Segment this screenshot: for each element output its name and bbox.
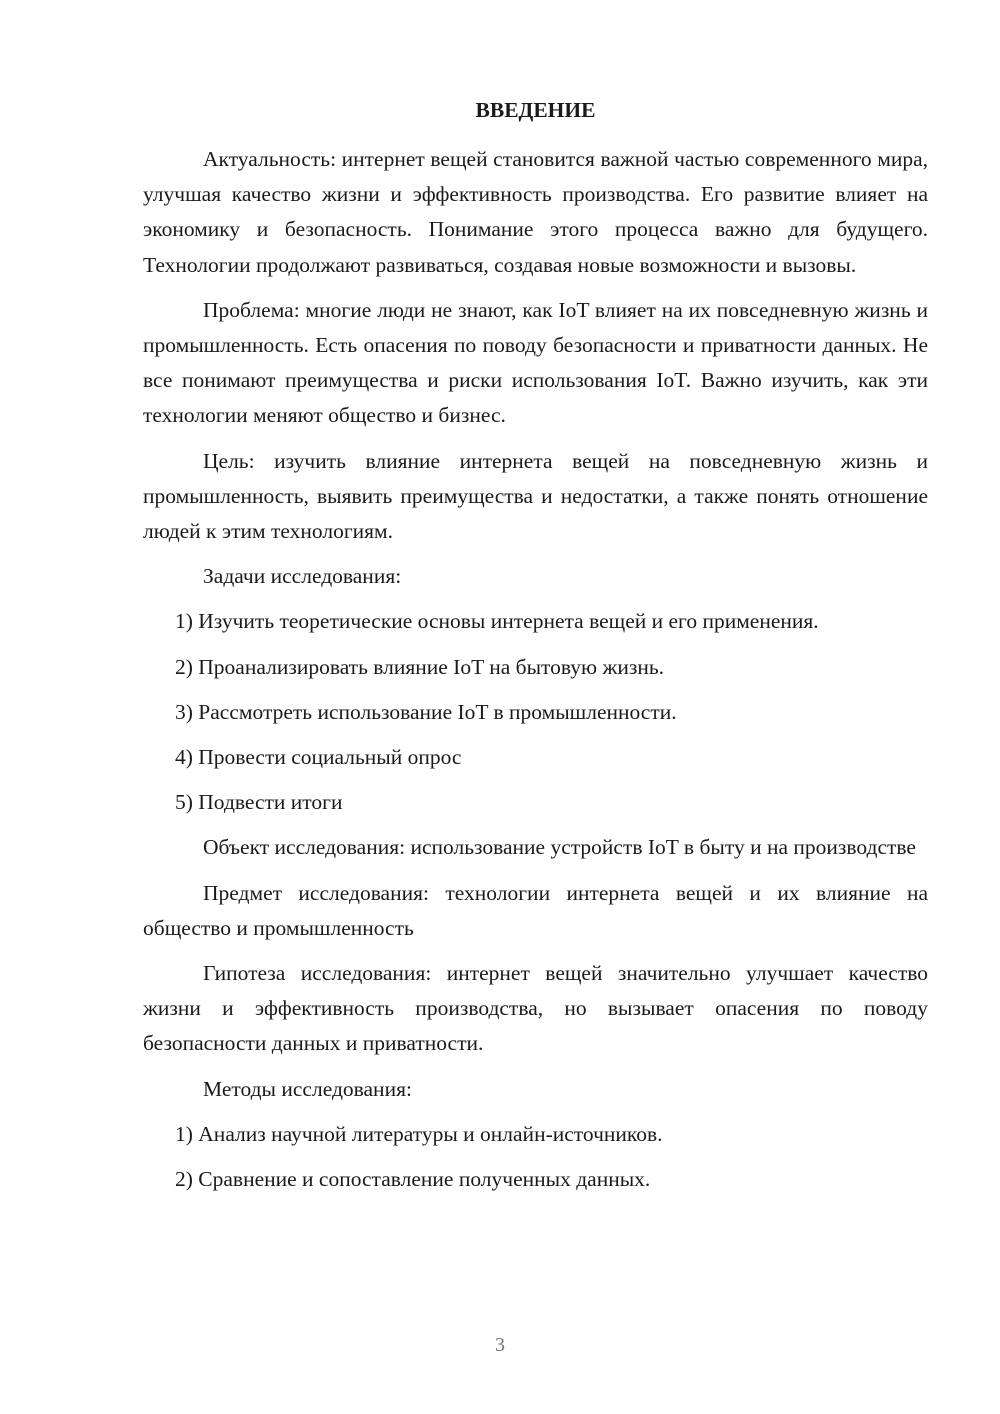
task-item: 5) Подвести итоги bbox=[175, 790, 343, 815]
goal-paragraph: Цель: изучить влияние интернета вещей на повседневную жизнь и промышленность, выявить преимущества и недостатки, а также понять отношение людей к этим технологиям. bbox=[143, 448, 928, 544]
methods-heading: Методы исследования: bbox=[203, 1076, 412, 1101]
page-title: ВВЕДЕНИЕ bbox=[475, 98, 596, 122]
hypothesis-paragraph: Гипотеза исследования: интернет вещей значительно улучшает качество жизни и эффективность производства, но вызывает опасения по поводу безопасности данных и приватности. bbox=[143, 961, 928, 1056]
task-item: 4) Провести социальный опрос bbox=[175, 745, 462, 770]
task-item: 3) Рассмотреть использование IoT в промышленности. bbox=[175, 699, 677, 724]
relevance-paragraph: Актуальность: интернет вещей становится важной частью современного мира, улучшая качество жизни и эффективность производства. Его развитие влияет на экономику и безопасность. Понимание этого процесса важно для будущего. Технологии продолжают развиваться, создавая новые возможности и вызовы. bbox=[143, 147, 928, 277]
method-item: 2) Сравнение и сопоставление полученных данных. bbox=[175, 1167, 651, 1192]
subject-paragraph: Предмет исследования: технологии интернета вещей и их влияние на общество и промышленность bbox=[143, 880, 928, 940]
task-item: 2) Проанализировать влияние IoT на бытовую жизнь. bbox=[175, 654, 665, 679]
page-number: 3 bbox=[495, 1334, 505, 1356]
task-item: 1) Изучить теоретические основы интернета вещей и его применения. bbox=[175, 609, 819, 634]
problem-paragraph: Проблема: многие люди не знают, как IoT влияет на их повседневную жизнь и промышленность. Есть опасения по поводу безопасности и приватности данных. Не все понимают преимущества и риски использования IoT. Важно изучить, как эти технологии меняют общество и бизнес. bbox=[143, 297, 928, 428]
method-item: 1) Анализ научной литературы и онлайн-источников. bbox=[175, 1121, 663, 1146]
document-page bbox=[143, 94, 928, 1207]
tasks-heading: Задачи исследования: bbox=[203, 564, 402, 589]
object-paragraph: Объект исследования: использование устройств IoT в быту и на производстве bbox=[203, 835, 916, 860]
